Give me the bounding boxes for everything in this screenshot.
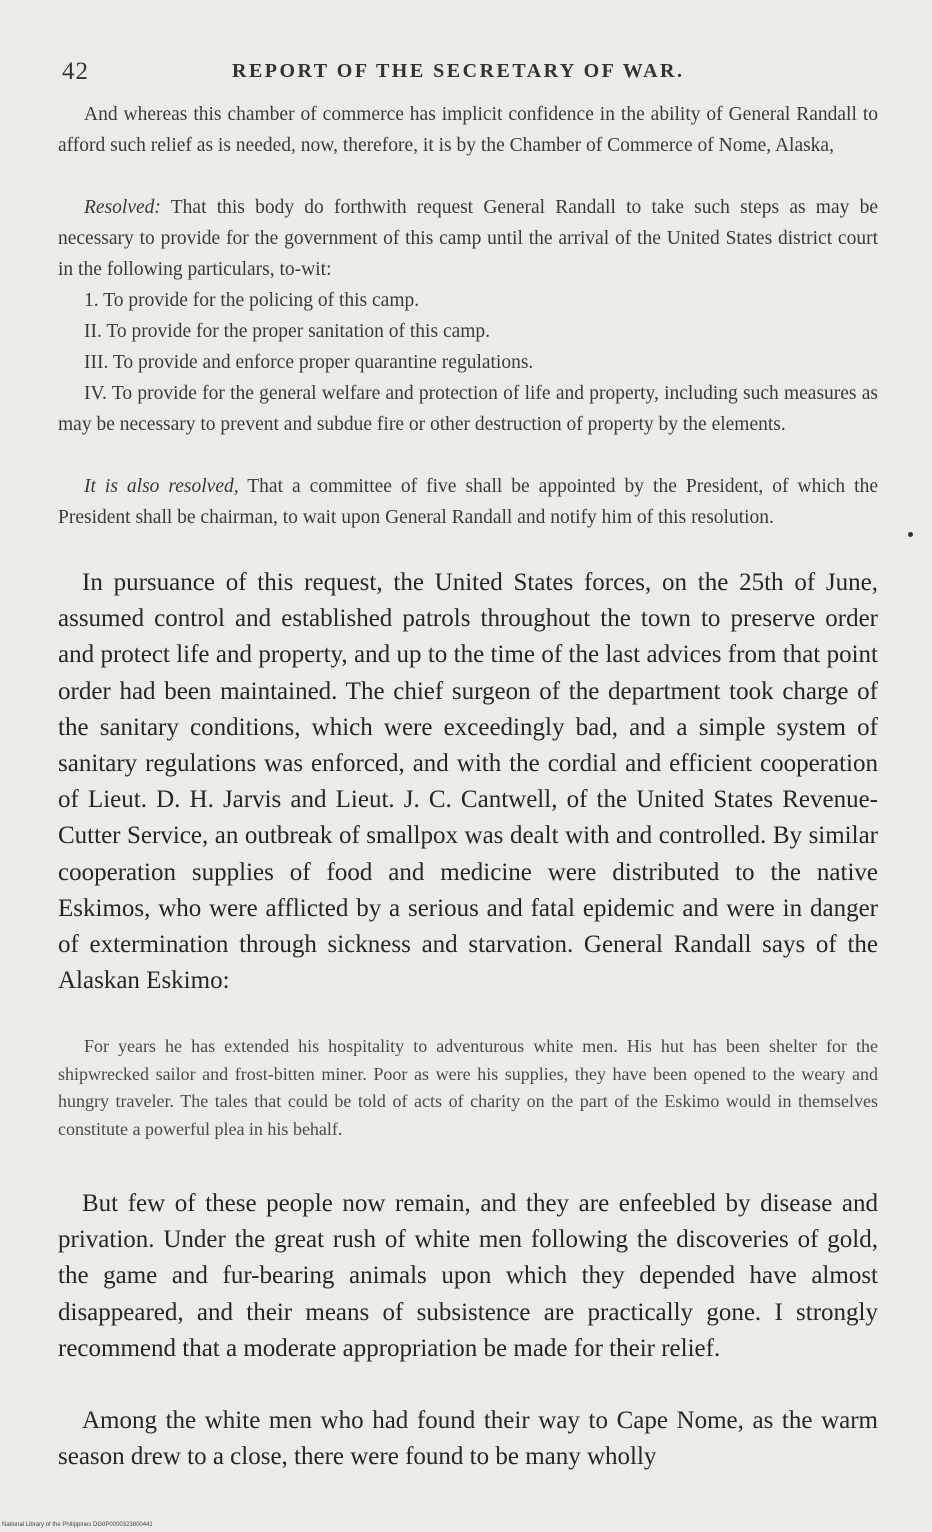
also-resolved-lead: It is also resolved, [84, 476, 239, 497]
running-title: REPORT OF THE SECRETARY OF WAR. [232, 60, 685, 82]
paragraph-resolved: Resolved: That this body do forthwith request General Randall to take such steps as may be necessary to provide for the government of this camp until the arrival of the United States district court in the following particulars, to-wit: [58, 197, 878, 280]
list-item-1: 1. To provide for the policing of this camp. [84, 290, 420, 311]
list-item-4: IV. To provide for the general welfare and protection of life and property, including such measures as may be necessary to prevent and subdue fire or other destruction of property by the elements. [58, 383, 878, 435]
page-number: 42 [62, 58, 89, 85]
block-quote-eskimo: For years he has extended his hospitality to adventurous white men. His hut has been shelter for the shipwrecked sailor and frost-bitten miner. Poor as were his supplies, they have been opened to the weary and hungry traveler. The tales that could be told of acts of charity on the part of the Eskimo would in themselves constitute a powerful plea in his behalf. [58, 1036, 878, 1139]
paragraph-white-men: Among the white men who had found their way to Cape Nome, as the warm season drew to a close, there were found to be many wholly [58, 1407, 878, 1471]
resolved-lead: Resolved: [84, 197, 161, 218]
scan-credit: National Library of the Philippines DG0P0000323800441 [2, 1522, 153, 1528]
stray-mark [908, 532, 913, 537]
page-header [62, 58, 872, 88]
paragraph-whereas: And whereas this chamber of commerce has implicit confidence in the ability of General Randall to afford such relief as is needed, now, therefore, it is by the Chamber of Commerce of Nome, Alaska, [58, 104, 878, 156]
list-item-3: III. To provide and enforce proper quarantine regulations. [84, 352, 534, 373]
list-item-2: II. To provide for the proper sanitation of this camp. [84, 321, 491, 342]
paragraph-pursuance: In pursuance of this request, the United States forces, on the 25th of June, assumed control and established patrols throughout the town to preserve order and protect life and property, and up to the time of the last advices from that point order had been maintained. The chief surgeon of the department took charge of the sanitary conditions, which were exceedingly bad, and a simple system of sanitary regulations was enforced, and with the cordial and efficient cooperation of Lieut. D. H. Jarvis and Lieut. J. C. Cantwell, of the United States Revenue-Cutter Service, an outbreak of smallpox was dealt with and controlled. By similar cooperation supplies of food and medicine were distributed to the native Eskimos, who were afflicted by a serious and fatal epidemic and were in danger of extermination through sickness and starvation. General Randall says of the Alaskan Eskimo: [58, 569, 878, 995]
paragraph-few-remain: But few of these people now remain, and they are enfeebled by disease and privation. Under the great rush of white men following the discoveries of gold, the game and fur-bearing animals upon which they depended have almost disappeared, and their means of subsistence are practically gone. I strongly recommend that a moderate appropriation be made for their relief. [58, 1190, 878, 1362]
paragraph-also-resolved: It is also resolved, That a committee of five shall be appointed by the President, of which the President shall be chairman, to wait upon General Randall and notify him of this resolution. [58, 476, 878, 528]
